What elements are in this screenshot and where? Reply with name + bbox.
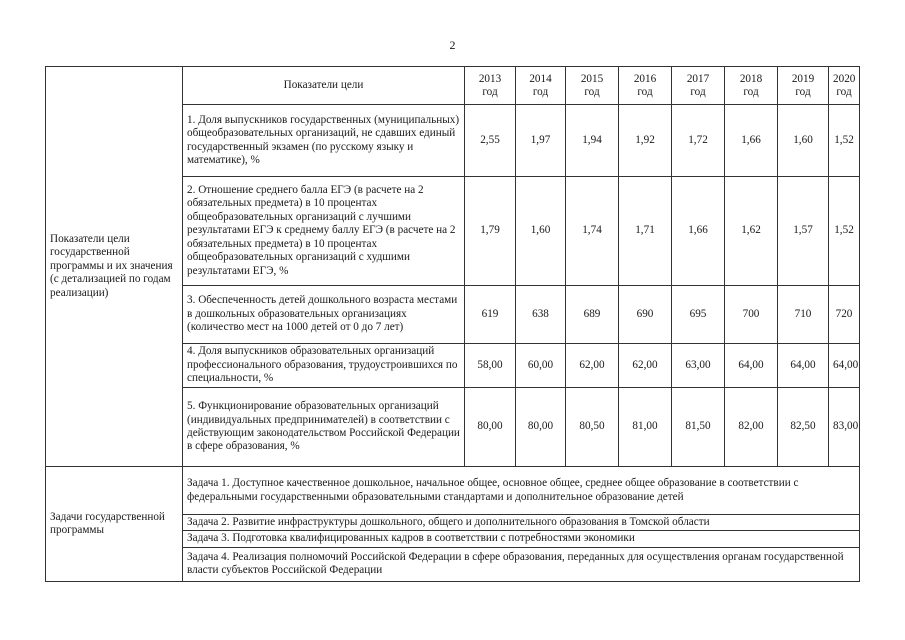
indicator-value: 82,00 bbox=[725, 388, 778, 467]
task-item: Задача 3. Подготовка квалифицированных кадров в соответствии с потребностями экономики bbox=[183, 531, 860, 547]
indicator-value: 1,79 bbox=[465, 177, 516, 286]
year-header-2020: 2020 год bbox=[829, 67, 860, 105]
indicator-value: 64,00 bbox=[725, 344, 778, 388]
indicator-value: 81,50 bbox=[672, 388, 725, 467]
indicator-value: 1,72 bbox=[672, 105, 725, 177]
indicator-text: 2. Отношение среднего балла ЕГЭ (в расчете на 2 обязательных предмета) в 10 процентах общеобразовательных организаций с лучшими результатами ЕГЭ к среднему баллу ЕГЭ (в расчете на 2 обязательных предмета) в 10 процентах общеобразовательных организаций с худшими результатами ЕГЭ, % bbox=[183, 177, 465, 286]
indicator-value: 1,71 bbox=[619, 177, 672, 286]
year-header-2015: 2015 год bbox=[566, 67, 619, 105]
indicator-value: 1,97 bbox=[516, 105, 566, 177]
indicators-header: Показатели цели bbox=[183, 67, 465, 105]
indicator-value: 695 bbox=[672, 286, 725, 344]
task-item: Задача 1. Доступное качественное дошкольное, начальное общее, основное общее, среднее общее образование в соответствии с федеральными государственными образовательными стандартами и дополнительное образование детей bbox=[183, 467, 860, 515]
indicator-value: 81,00 bbox=[619, 388, 672, 467]
indicator-value: 1,52 bbox=[829, 177, 860, 286]
indicator-value: 1,94 bbox=[566, 105, 619, 177]
year-header-2017: 2017 год bbox=[672, 67, 725, 105]
indicator-value: 638 bbox=[516, 286, 566, 344]
indicator-value: 64,00 bbox=[778, 344, 829, 388]
indicator-text: 5. Функционирование образовательных организаций (индивидуальных предпринимателей) в соответствии с действующим законодательством Российской Федерации в сфере образования, % bbox=[183, 388, 465, 467]
indicator-value: 62,00 bbox=[566, 344, 619, 388]
task-item: Задача 2. Развитие инфраструктуры дошкольного, общего и дополнительного образования в Томской области bbox=[183, 515, 860, 531]
indicator-value: 83,00 bbox=[829, 388, 860, 467]
indicator-value: 1,60 bbox=[778, 105, 829, 177]
indicator-value: 82,50 bbox=[778, 388, 829, 467]
indicator-value: 720 bbox=[829, 286, 860, 344]
indicator-value: 710 bbox=[778, 286, 829, 344]
year-header-2014: 2014 год bbox=[516, 67, 566, 105]
indicator-value: 80,50 bbox=[566, 388, 619, 467]
indicator-value: 700 bbox=[725, 286, 778, 344]
task-item: Задача 4. Реализация полномочий Российской Федерации в сфере образования, переданных для осуществления органам государственной власти субъектов Российской Федерации bbox=[183, 547, 860, 581]
year-header-2016: 2016 год bbox=[619, 67, 672, 105]
goal-indicators-label: Показатели цели государственной программы и их значения (с детализацией по годам реализации) bbox=[46, 67, 183, 467]
program-indicators-table bbox=[45, 66, 860, 582]
indicator-value: 690 bbox=[619, 286, 672, 344]
indicator-value: 1,60 bbox=[516, 177, 566, 286]
header-row bbox=[46, 67, 860, 105]
page-number: 2 bbox=[449, 38, 456, 52]
indicator-value: 62,00 bbox=[619, 344, 672, 388]
indicator-value: 689 bbox=[566, 286, 619, 344]
indicator-text: 3. Обеспеченность детей дошкольного возраста местами в дошкольных образовательных организациях (количество мест на 1000 детей от 0 до 7 лет) bbox=[183, 286, 465, 344]
tasks-label: Задачи государственной программы bbox=[46, 467, 183, 582]
indicator-value: 1,74 bbox=[566, 177, 619, 286]
indicator-value: 1,52 bbox=[829, 105, 860, 177]
indicator-value: 80,00 bbox=[465, 388, 516, 467]
indicator-value: 58,00 bbox=[465, 344, 516, 388]
indicator-value: 1,62 bbox=[725, 177, 778, 286]
indicator-value: 2,55 bbox=[465, 105, 516, 177]
indicator-value: 1,66 bbox=[672, 177, 725, 286]
year-header-2019: 2019 год bbox=[778, 67, 829, 105]
task-row bbox=[46, 467, 860, 515]
indicator-value: 63,00 bbox=[672, 344, 725, 388]
year-header-2013: 2013 год bbox=[465, 67, 516, 105]
indicator-value: 1,57 bbox=[778, 177, 829, 286]
year-header-2018: 2018 год bbox=[725, 67, 778, 105]
indicator-value: 60,00 bbox=[516, 344, 566, 388]
indicator-value: 80,00 bbox=[516, 388, 566, 467]
indicator-value: 1,92 bbox=[619, 105, 672, 177]
indicator-value: 1,66 bbox=[725, 105, 778, 177]
indicator-text: 4. Доля выпускников образовательных организаций профессионального образования, трудоустроившихся по специальности, % bbox=[183, 344, 465, 388]
indicator-value: 64,00 bbox=[829, 344, 860, 388]
indicator-text: 1. Доля выпускников государственных (муниципальных) общеобразовательных организаций, не сдавших единый государственный экзамен (по русскому языку и математике), % bbox=[183, 105, 465, 177]
indicator-value: 619 bbox=[465, 286, 516, 344]
